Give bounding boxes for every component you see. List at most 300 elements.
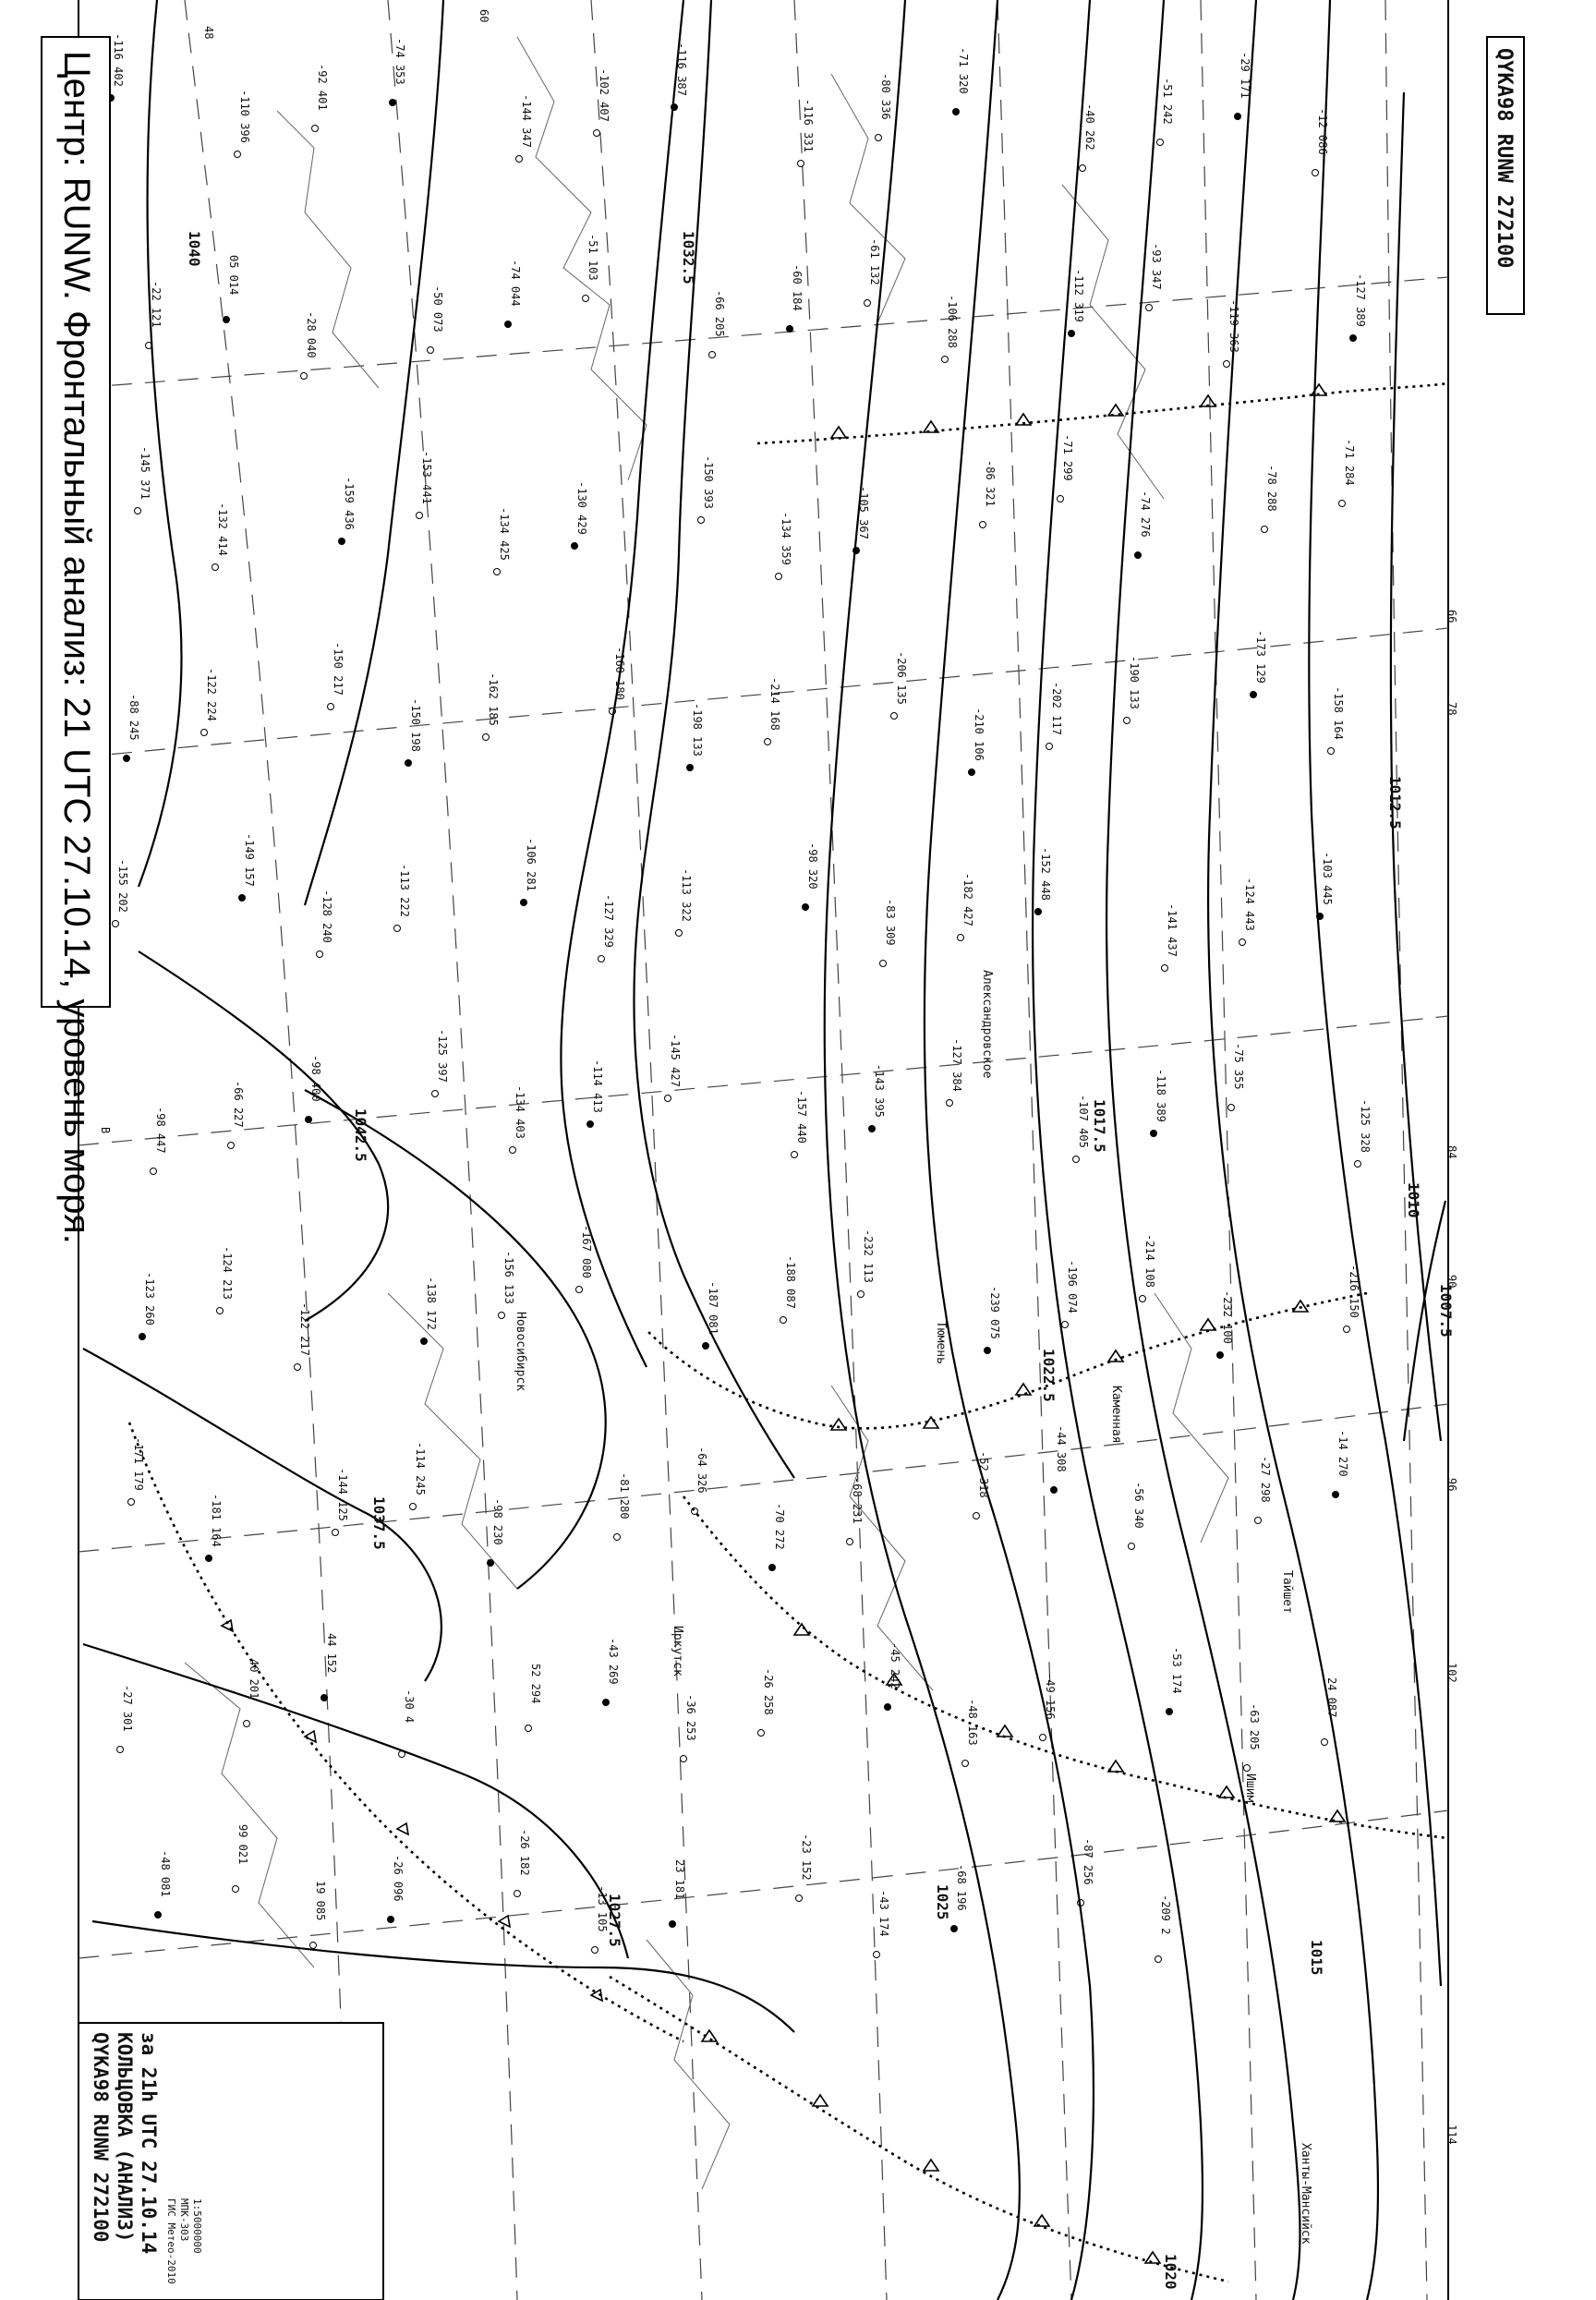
- station-plot: -141 437: [1166, 903, 1179, 957]
- station-plot: -30 4: [403, 1689, 416, 1724]
- station-plot: -188 087: [784, 1255, 797, 1309]
- geography-lines: [185, 37, 1228, 2189]
- isobar-1027-5: [92, 1921, 794, 2032]
- station-plot: -113 322: [680, 868, 693, 922]
- station-plot: -51 242: [1161, 78, 1174, 125]
- station-plot: -138 172: [425, 1277, 438, 1330]
- station-marker: [339, 539, 345, 545]
- station-marker: [228, 1143, 235, 1149]
- cold-front-north: [757, 383, 1448, 443]
- isobar-label: 1037.5: [370, 1496, 388, 1550]
- station-marker: [483, 734, 490, 741]
- station-plot: -152 448: [1039, 847, 1052, 901]
- station-marker: [1339, 501, 1346, 507]
- station-marker: [958, 935, 964, 941]
- station-plot: -127 329: [602, 894, 615, 948]
- station-plot: -116 331: [802, 99, 815, 152]
- isobar-1030-south: [83, 1644, 628, 1958]
- station-marker: [758, 1730, 765, 1737]
- station-plot: 05 014: [227, 255, 240, 296]
- station-marker: [587, 1121, 594, 1128]
- station-marker: [603, 1700, 610, 1706]
- station-marker: [776, 574, 782, 580]
- station-plot: -127 389: [1354, 273, 1367, 327]
- station-plot: -26 258: [762, 1668, 775, 1715]
- station-marker: [526, 1725, 532, 1732]
- station-marker: [312, 126, 319, 132]
- station-marker: [576, 1287, 583, 1293]
- station-marker: [792, 1152, 798, 1158]
- grid-label: 78: [1445, 702, 1458, 716]
- page-title: Центр: RUNW. Фронтальный анализ: 21 UTC 27.10.14, уровень моря.: [56, 51, 97, 1244]
- place-label: Ишим: [1243, 1773, 1257, 1803]
- station-plot: -145 427: [669, 1034, 682, 1087]
- station-marker: [233, 1886, 239, 1893]
- station-marker: [328, 704, 334, 710]
- station-marker: [516, 156, 523, 163]
- station-plot: -114 413: [591, 1059, 604, 1113]
- legend-line-3: за 21h UTC 27.10.14: [138, 2032, 160, 2255]
- legend-line-1: QYKA98 RUNW 272100: [90, 2032, 112, 2243]
- station-marker: [244, 1721, 250, 1727]
- station-plot: -102 407: [598, 68, 611, 122]
- station-marker: [1129, 1543, 1135, 1550]
- occluded-front: [683, 1496, 1448, 1838]
- grid-label: 96: [1445, 1478, 1458, 1492]
- isobar-1025: [825, 0, 1020, 2300]
- station-plot: -86 321: [984, 460, 997, 507]
- station-plot: -114 245: [414, 1442, 427, 1495]
- station-marker: [953, 109, 960, 115]
- station-plot: -113 222: [398, 864, 411, 917]
- station-plot: -48 163: [966, 1699, 979, 1746]
- station-marker: [1167, 1709, 1173, 1715]
- station-plot: -145 371: [139, 446, 151, 500]
- station-marker: [692, 1508, 698, 1515]
- station-plot: -150 217: [332, 642, 345, 696]
- station-plot: -36 253: [684, 1694, 697, 1741]
- station-plot: -171 179: [132, 1437, 145, 1491]
- station-plot: -43 269: [607, 1638, 620, 1685]
- station-plots: [108, 33, 1372, 1963]
- station-plot: -88 245: [127, 694, 140, 741]
- station-marker: [388, 1917, 394, 1923]
- station-marker: [592, 1947, 598, 1954]
- place-label: Тюмень: [934, 1321, 948, 1364]
- station-marker: [951, 1926, 958, 1932]
- station-plot: -162 185: [487, 672, 500, 726]
- station-plot: -118 389: [1155, 1069, 1167, 1122]
- isobar-label: 1042.5: [352, 1108, 369, 1162]
- station-marker: [1069, 331, 1075, 337]
- station-plot: -156 133: [502, 1251, 515, 1304]
- station-marker: [876, 135, 882, 141]
- isobar-label: 1025: [934, 1884, 951, 1920]
- header-band: [42, 37, 110, 1244]
- station-marker: [1228, 1105, 1235, 1111]
- station-marker: [390, 100, 396, 106]
- station-marker: [798, 161, 804, 167]
- corner-stamp-code: QYKA98 RUNW 272100: [1493, 48, 1516, 269]
- station-marker: [113, 921, 119, 927]
- station-marker: [1251, 692, 1257, 698]
- station-marker: [1040, 1735, 1046, 1741]
- station-plot: -144 125: [336, 1468, 349, 1521]
- station-plot: -64 326: [695, 1447, 708, 1494]
- station-marker: [681, 1756, 687, 1762]
- station-plot: -43 174: [877, 1890, 890, 1937]
- station-plot: -112 319: [1072, 269, 1085, 322]
- station-plot: -50 073: [431, 285, 444, 333]
- station-marker: [410, 1504, 417, 1510]
- station-plot: -122 217: [298, 1302, 311, 1356]
- corner-stamp: [1487, 37, 1524, 314]
- isobar-label: 1032.5: [680, 231, 697, 284]
- station-marker: [321, 1695, 328, 1701]
- station-marker: [332, 1530, 339, 1536]
- station-marker: [499, 1313, 505, 1319]
- cold-front-central: [647, 1293, 1367, 1428]
- station-marker: [594, 130, 600, 137]
- station-plot: -44 308: [1055, 1425, 1068, 1472]
- station-marker: [235, 151, 241, 158]
- station-plot: -61 132: [868, 238, 881, 285]
- station-plot: -63 205: [1248, 1703, 1261, 1750]
- station-marker: [703, 1343, 709, 1350]
- station-plot: -110 396: [238, 90, 251, 143]
- station-plot: -80 336: [879, 73, 892, 120]
- station-marker: [394, 926, 401, 932]
- station-plot: -232 100: [1221, 1290, 1234, 1344]
- station-plot: -134 425: [498, 507, 511, 561]
- station-marker: [1073, 1156, 1080, 1163]
- grid-label: B: [99, 1127, 112, 1134]
- grid-label: 66: [1445, 610, 1458, 623]
- station-marker: [780, 1317, 787, 1324]
- station-plot: -45 242: [889, 1642, 901, 1689]
- station-marker: [874, 1952, 880, 1958]
- station-plot: -12 086: [1316, 108, 1329, 155]
- legend-line-4: ГИС Метео-2010: [165, 2198, 177, 2284]
- station-plot: -27 298: [1259, 1456, 1272, 1503]
- station-plot: -158 164: [1332, 686, 1345, 740]
- station-marker: [885, 1704, 891, 1711]
- station-marker: [769, 1565, 776, 1571]
- station-marker: [239, 895, 246, 902]
- station-plot: -98 400: [309, 1055, 322, 1102]
- isobar-1042-5: [139, 951, 388, 1321]
- station-marker: [1124, 718, 1130, 724]
- place-label: Новосибирск: [514, 1312, 527, 1392]
- station-plot: -60 184: [791, 264, 804, 311]
- isobar-label: 1017.5: [1091, 1099, 1108, 1153]
- station-plot: 99 021: [236, 1824, 249, 1865]
- station-plot: -29 171: [1239, 52, 1251, 99]
- grid-label: 48: [202, 26, 215, 40]
- station-marker: [155, 1912, 162, 1919]
- station-plot: -98 320: [806, 842, 819, 890]
- station-plot: -153 441: [420, 451, 433, 504]
- station-marker: [698, 517, 705, 524]
- station-plot: -116 402: [112, 33, 125, 87]
- station-plot: -124 443: [1243, 878, 1256, 931]
- station-plot: -125 328: [1359, 1099, 1372, 1153]
- station-marker: [206, 1556, 212, 1562]
- station-marker: [151, 1168, 157, 1175]
- station-plot: 19 085: [314, 1881, 327, 1921]
- isobar-label: 1027.5: [606, 1894, 623, 1947]
- station-marker: [980, 522, 986, 528]
- station-marker: [598, 956, 605, 962]
- station-marker: [1344, 1326, 1350, 1333]
- place-label: Ханты-Мансийск: [1299, 2143, 1312, 2245]
- station-marker: [687, 765, 694, 771]
- station-plot: -26 182: [518, 1829, 531, 1876]
- station-marker: [317, 951, 323, 958]
- station-marker: [514, 1891, 521, 1897]
- station-plot: -128 240: [320, 890, 333, 943]
- station-plot: 52 294: [529, 1664, 542, 1704]
- station-marker: [417, 513, 423, 519]
- station-plot: 40 201: [248, 1659, 260, 1700]
- place-label: Александровское: [980, 970, 994, 1079]
- station-marker: [891, 713, 898, 720]
- station-marker: [217, 1308, 224, 1314]
- station-plot: -157 440: [795, 1090, 808, 1144]
- station-marker: [310, 1943, 317, 1949]
- station-plot: -103 445: [1321, 852, 1334, 905]
- station-plot: -107 405: [1077, 1095, 1090, 1148]
- place-label: Каменная: [1109, 1386, 1123, 1444]
- station-marker: [969, 769, 975, 776]
- station-marker: [201, 730, 208, 736]
- station-marker: [1328, 748, 1335, 755]
- graticule: [79, 0, 1448, 2300]
- station-marker: [405, 760, 412, 767]
- station-marker: [1317, 914, 1324, 920]
- south-front: [610, 1977, 1228, 2282]
- station-marker: [1255, 1518, 1262, 1524]
- station-marker: [1135, 552, 1142, 559]
- station-plot: -182 427: [961, 873, 974, 926]
- station-plot: -159 436: [343, 477, 356, 530]
- station-plot: -106 281: [525, 838, 538, 891]
- station-marker: [1235, 114, 1241, 120]
- station-marker: [521, 900, 527, 906]
- station-plot: -181 164: [210, 1494, 223, 1547]
- station-plot: -190 133: [1128, 656, 1141, 709]
- station-marker: [1333, 1492, 1339, 1498]
- station-marker: [510, 1147, 516, 1154]
- station-marker: [858, 1291, 864, 1298]
- station-plot: -56 340: [1132, 1482, 1145, 1529]
- station-plot: -40 262: [1083, 103, 1096, 151]
- station-marker: [614, 1534, 621, 1541]
- isobar-label: 1007.5: [1437, 1284, 1455, 1338]
- station-marker: [853, 548, 860, 554]
- station-marker: [399, 1751, 405, 1758]
- station-plot: -74 353: [393, 38, 406, 85]
- legend-line-2: КОЛЬЦОВКА (АНАЛИЗ): [114, 2032, 136, 2243]
- station-plot: -149 157: [243, 833, 256, 887]
- station-marker: [880, 961, 887, 967]
- station-marker: [505, 321, 512, 328]
- place-labels: [514, 970, 1312, 2245]
- station-marker: [301, 373, 308, 380]
- station-marker: [1350, 335, 1357, 342]
- station-plot: 23 181: [673, 1859, 686, 1900]
- station-marker: [488, 1560, 494, 1567]
- station-plot: -27 301: [121, 1685, 134, 1732]
- station-plot: -150 393: [702, 455, 715, 509]
- isobar-label: 1015: [1308, 1940, 1325, 1976]
- station-marker: [796, 1895, 803, 1902]
- station-plot: -124 213: [221, 1246, 234, 1300]
- station-plot: -206 135: [895, 651, 908, 705]
- station-plot: -196 074: [1066, 1260, 1079, 1313]
- station-plot: -71 320: [957, 47, 970, 94]
- station-plot: -239 075: [988, 1286, 1001, 1339]
- station-marker: [1355, 1161, 1361, 1168]
- station-plot: -214 108: [1143, 1234, 1156, 1288]
- station-plot: -28 040: [305, 311, 318, 358]
- station-plot: -98 447: [154, 1107, 167, 1154]
- legend-line-6: 1:5000000: [191, 2198, 203, 2254]
- station-plot: -134 403: [514, 1085, 526, 1139]
- station-marker: [765, 739, 771, 745]
- station-marker: [1051, 1487, 1058, 1494]
- station-plot: -22 121: [150, 281, 163, 328]
- station-plot: -68 196: [955, 1864, 968, 1911]
- station-plot: -68 231: [851, 1477, 864, 1524]
- station-marker: [942, 357, 949, 363]
- station-marker: [295, 1364, 301, 1371]
- grid-labels: [99, 9, 1458, 2145]
- station-plot: -48 081: [159, 1850, 172, 1897]
- station-plot: -98 230: [491, 1498, 504, 1545]
- station-plot: -87 256: [1082, 1838, 1094, 1885]
- station-plot: -23 152: [800, 1834, 813, 1881]
- station-marker: [1155, 1956, 1162, 1963]
- station-plot: -75 355: [1232, 1043, 1245, 1090]
- station-marker: [572, 543, 578, 550]
- station-plot: -127 384: [950, 1038, 963, 1092]
- station-marker: [117, 1747, 124, 1753]
- station-plot: -93 347: [1150, 243, 1163, 290]
- station-plot: -71 284: [1343, 439, 1356, 486]
- station-plot: -74 044: [509, 260, 522, 307]
- isobar-label: 1020: [1162, 2254, 1179, 2290]
- station-marker: [583, 296, 589, 302]
- station-plot: -78 288: [1265, 465, 1278, 512]
- station-plot: 24 087: [1325, 1677, 1338, 1718]
- station-plot: 44 152: [325, 1633, 338, 1674]
- isobar-1017-5: [1106, 0, 1300, 2300]
- station-marker: [803, 904, 809, 911]
- station-plot: -66 227: [232, 1081, 245, 1128]
- station-marker: [1062, 1322, 1069, 1328]
- station-plot: -167 080: [580, 1225, 593, 1278]
- station-plot: -116 387: [675, 42, 688, 96]
- station-plot: -198 133: [691, 703, 704, 757]
- isobar-label: 1012.5: [1386, 776, 1404, 829]
- grid-label: 60: [478, 9, 490, 23]
- station-plot: -105 367: [857, 486, 870, 539]
- grid-label: 114: [1445, 2124, 1458, 2145]
- station-plot: -66 205: [713, 290, 726, 337]
- legend-line-5: МПК-303: [178, 2198, 190, 2242]
- station-marker: [665, 1096, 671, 1102]
- grid-label: 90: [1445, 1275, 1458, 1289]
- place-label: Иркутск: [671, 1626, 684, 1677]
- station-plot: -70 272: [773, 1503, 786, 1550]
- station-plot: -106 288: [946, 295, 959, 348]
- station-marker: [1080, 165, 1086, 172]
- station-marker: [676, 930, 683, 937]
- station-marker: [494, 569, 501, 575]
- station-marker: [1046, 744, 1053, 750]
- station-plot: -74 276: [1139, 490, 1152, 538]
- station-marker: [1146, 305, 1153, 311]
- station-marker: [1217, 1352, 1224, 1359]
- station-plot: -144 347: [520, 94, 533, 148]
- station-marker: [1162, 965, 1168, 972]
- isobar-1040: [139, 0, 181, 887]
- place-label: Тайшет: [1280, 1570, 1294, 1614]
- station-marker: [787, 326, 793, 333]
- station-plot: -134 359: [780, 512, 792, 565]
- station-plot: -143 395: [873, 1064, 886, 1118]
- isobar-label: 1010: [1405, 1182, 1422, 1218]
- station-plot: -232 113: [862, 1229, 875, 1283]
- station-marker: [421, 1338, 428, 1345]
- grid-label: 102: [1445, 1663, 1458, 1683]
- isobar-1030: [635, 0, 794, 1478]
- station-plot: -209 2: [1159, 1894, 1172, 1935]
- station-marker: [962, 1761, 969, 1767]
- station-marker: [973, 1513, 980, 1519]
- station-plot: -53 174: [1170, 1647, 1183, 1694]
- grid-label: 84: [1445, 1145, 1458, 1159]
- isobar-label: 1040: [186, 231, 203, 267]
- station-marker: [306, 1117, 312, 1123]
- station-marker: [947, 1100, 953, 1107]
- station-marker: [128, 1499, 135, 1506]
- station-marker: [1244, 1765, 1251, 1772]
- station-plot: -214 168: [768, 677, 781, 731]
- station-plot: -14 270: [1336, 1430, 1349, 1477]
- station-marker: [847, 1539, 853, 1545]
- station-plot: -132 414: [216, 502, 229, 556]
- station-marker: [1322, 1739, 1328, 1746]
- station-marker: [224, 317, 230, 323]
- station-marker: [1312, 170, 1319, 176]
- station-plot: -81 280: [618, 1472, 631, 1519]
- station-marker: [709, 352, 716, 358]
- station-plot: -155 202: [116, 859, 129, 913]
- station-plot: -119 363: [1227, 299, 1240, 353]
- station-marker: [670, 1921, 676, 1928]
- station-plot: -202 117: [1050, 682, 1063, 735]
- station-plot: -150 198: [409, 698, 422, 752]
- station-marker: [985, 1348, 991, 1354]
- station-plot: -173 129: [1254, 630, 1267, 684]
- station-marker: [1035, 909, 1042, 915]
- station-marker: [864, 300, 871, 307]
- chart-frame: [79, 0, 1448, 2300]
- station-plot: -13 105: [596, 1885, 609, 1932]
- station-marker: [1157, 139, 1164, 146]
